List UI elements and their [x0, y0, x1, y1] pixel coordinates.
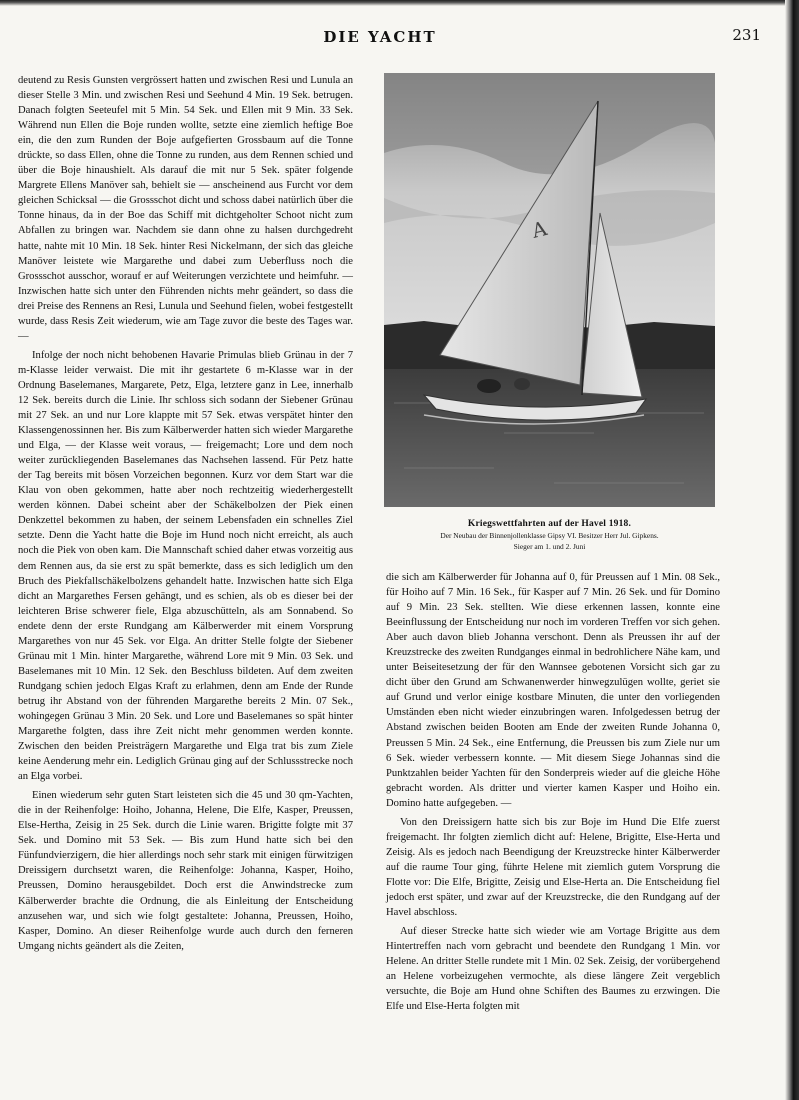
figure-caption-line-2: Sieger am 1. und 2. Juni [513, 542, 586, 551]
photo-figure [384, 73, 715, 551]
scan-edge-right [785, 0, 799, 1100]
paragraph: Einen wiederum sehr guten Start leisteten sich die 45 und 30 qm-Yachten, die in der Reihenfolge: Hoiho, Johanna, Helene, Die Elfe, Kasper, Preussen, Else-Hertha, Zeisig in 25 Sek. durch die Linie waren. Brigitte folgte mit 37 Sek. und Domino mit 53 Sek. — Bis zum Hund hatte sich bei den Fünfundvierzigern, die hier allerdings noch sehr stark mit einigen fürwitzigen Dreissigern durchsetzt waren, die Reihenfolge: Johanna, Kasper, Hoiho, Preussen, Domino herausgebildet. Doch erst die Anwindstrecke zum Kälberwerder brachte die Ordnung, die als Einleitung der Entscheidung anzusehen war, und sich wie folgt gestaltete: Johanna, Preussen, Hoiho, Kasper, Domino. An dieser Reihenfolge wurde auch durch den ferneren Umgang nichts geändert als die Zeiten, [18, 790, 353, 952]
sailboat-photo [384, 73, 715, 507]
figure-caption-title: Kriegswettfahrten auf der Havel 1918. [467, 519, 632, 529]
page-number: 231 [732, 26, 761, 44]
scan-edge-top [0, 0, 799, 6]
paragraph: Auf dieser Strecke hatte sich wieder wie am Vortage Brigitte aus dem Hintertreffen nach vorn gebracht und beendete den Rundgang 1 Min. vor Helene. An dritter Stelle rundete mit 1 Min. 02 Sek. Zeisig, der vorübergehend an Helene vorbeizugehen vermochte, als diese längere Zeit vergeblich versuchte, die Boje am Hund ohne Schiften des Baumes zu erzwingen. Die Elfe und Else-Herta folgten mit [386, 926, 720, 1013]
paragraph: Infolge der noch nicht behobenen Havarie Primulas blieb Grünau in der 7 m-Klasse leider verwaist. Die mit ihr gestartete 6 m-Klasse war in der Ordnung Baselemanes, Margarete, Petz, Elga, letztere ganz in Lee, innerhalb 12 Sek. bereits durch die Linie. Ihr schloss sich sodann der Siebener Grünau mit 27 Sek. an und nur Lore klappte mit 57 Sek. etwas verspätet hinter den Klassengenossinnen her. Bis zum Kälberwerder hatten sich wieder Margarethe und Elga, — der Klasse weit voraus, — freigemacht; Lore und dem noch weiter zurückliegenden Baselemanes das Nachsehen lassend. Für Petz hatte der Tag bereits mit bösen Vorzeichen begonnen. Kurz vor dem Start war die Klau von oben gekommen, hatte aber noch rechtzeitig wiederhergestellt werden können. Dabei scheint aber der Schäkelbolzen der Piek einen Denkzettel bekommen zu haben, der seinem Lebensfaden ein schnelles Ziel setzte. Denn die Yacht hatte die Boje im Hund noch nicht erreicht, als auch noch die Piek von oben kam. Die Mannschaft schied daher etwas vorzeitig aus dem Rennen aus, da sie erst zu spät bemerkte, dass es sich lediglich um den Bruch des Piekfallschäkelbolzens gehandelt hatte. Inzwischen hatte sich Elga dicht an Margarethes Fersen gehängt, und es schien, als ob es dieser bei der leichteren Brise schwerer fiele, Elga abzuschütteln, als am Sonnabend. So endete denn der erste Rundgang am Kälberwerder mit einem Vorsprung Margarethes von nur 45 Sek. vor Elga. An dritter Stelle folgte der Siebener Grünau mit 1 Min. hinter Margarethe, während Lore mit 9 Min. 03 Sek. und Baselemanes mit 10 Min. 12 Sek. den Beschluss bildeten. Auf dem zweiten Rundgang schien jedoch Elgas Kraft zu erlahmen, denn am Ende der Runde betrug ihr Abstand von der führenden Margarethe bereits 2 Min. 07 Sek., wohingegen Grünau 3 Min. 20 Sek. und Lore und Baselemanes so spät hinter Margarethe folgten, dass ihre Zeit nicht mehr genommen werden konnte. Zwischen den beiden Preisträgern Margarethe und Elga trat bis zum Ziele keine Aenderung mehr ein. Lediglich Grünau ging auf der Schlussstrecke noch an Elga vorbei. [18, 349, 353, 783]
left-text-column [18, 73, 353, 954]
sailboat-photo-illustration [384, 73, 715, 507]
paragraph: deutend zu Resis Gunsten vergrössert hatten und zwischen Resi und Lunula an dieser Stelle 3 Min. und zwischen Resi und Seehund 4 Min. 19 Sek. betrugen. Danach folgten Seeteufel mit 5 Min. 54 Sek. und Ellen mit 9 Min. 33 Sek. Während nun Ellen die Boje runden wollte, setzte eine ziemlich heftige Boe ein, die den zum Runden der Boje aufgefierten Grossbaum auf die Tonne drückte, so dass Ellen, ohne die Tonne zu runden, aus dem Rennen schied und über die Boje hinaushielt. Als darauf die mit nur 5 Sek. später folgende Margrete Ellens Manöver sah, behielt sie — anscheinend aus Furcht vor dem gleichen Schicksal — die Grossschot dicht und schoss dabei natürlich über die Tonne hinaus, da in der Boe das Schiff mit dichtgeholter Schoot nicht zum Abfallen zu bringen war. Nachdem sie dann ohne zu halsen durchgedreht hatte, nahte mit 10 Min. 18 Sek. hinter Resi Nickelmann, der sich das gleiche Manöver leistete wie Margarethe und dabei zum Ueberfluss noch die Grossschot ausschor, worauf er auf Weiterungen verzichtete und heimfuhr. — Inzwischen hatte sich unter den Führenden nichts mehr geändert, so dass die drei Preise des Rennens an Resi, Lunula und Seehund fielen, wobei festgestellt wurde, dass Resis Zeit wiederum, wie am Tage zuvor die beste des Tages war. — [18, 75, 353, 342]
journal-title: DIE YACHT [323, 28, 437, 46]
paragraph: Von den Dreissigern hatte sich bis zur Boje im Hund Die Elfe zuerst freigemacht. Ihr folgten ziemlich dicht auf: Helene, Brigitte, Else-Herta und Zeisig. Als es jedoch nach Beendigung der Kreuzstrecke hinter Kälberwerder auf die raume Tour ging, führte Helene mit ziemlich gutem Vorsprung die Flotte vor: Die Elfe, Brigitte, Zeisig und Else-Herta an. Die Entscheidung fiel jedoch erst später, und zwar auf der Kreuzstrecke, die den Rundgang auf der Havel abschloss. [386, 816, 720, 919]
svg-text:A: A [529, 216, 550, 243]
figure-caption-line-1: Der Neubau der Binnenjollenklasse Gipsy VI. Besitzer Herr Jul. Gipkens. [440, 531, 659, 540]
page-header [0, 28, 785, 52]
paragraph: die sich am Kälberwerder für Johanna auf 0, für Preussen auf 1 Min. 08 Sek., für Hoiho auf 7 Min. 16 Sek., für Kasper auf 7 Min. 26 Sek. und für Domino auf 9 Min. 23 Sek. stellten. Wie diese erkennen lassen, konnte eine Beeinflussung der Entscheidung nur noch im vorderen Treffen vor sich gehen. Aber auch davon blieb Johanna verschont. Denn als Preussen ihr auf der Kreuzstrecke des zweiten Rundganges einmal in bedrohlichere Nähe kam, und unter Beiseitesetzung der für den Wannsee gebotenen Vorsicht sich gar zu dicht über den Grund am Schwanenwerder hinwegzulügen wollte, geriet sie auf Grund und verlor einige kostbare Minuten, die unter den vorliegenden Umständen eben nicht wieder einzubringen waren. Infolgedessen betrug der Abstand zwischen beiden Booten am Ende der zweiten Runde Johanna 0, Preussen 5 Min. 24 Sek., eine Entfernung, die Preussen bis zum Ziele nur um 6 Sek. wieder verbessern konnte. — Mit diesem Siege Johannas sind die Punktzahlen beider Yachten für den Sonderpreis wieder auf die gleiche Höhe gebracht worden. Als dritter und vierter kamen Kasper und Hoiho ein. Domino hatte aufgegeben. — [386, 572, 720, 809]
right-text-column [386, 570, 720, 1014]
